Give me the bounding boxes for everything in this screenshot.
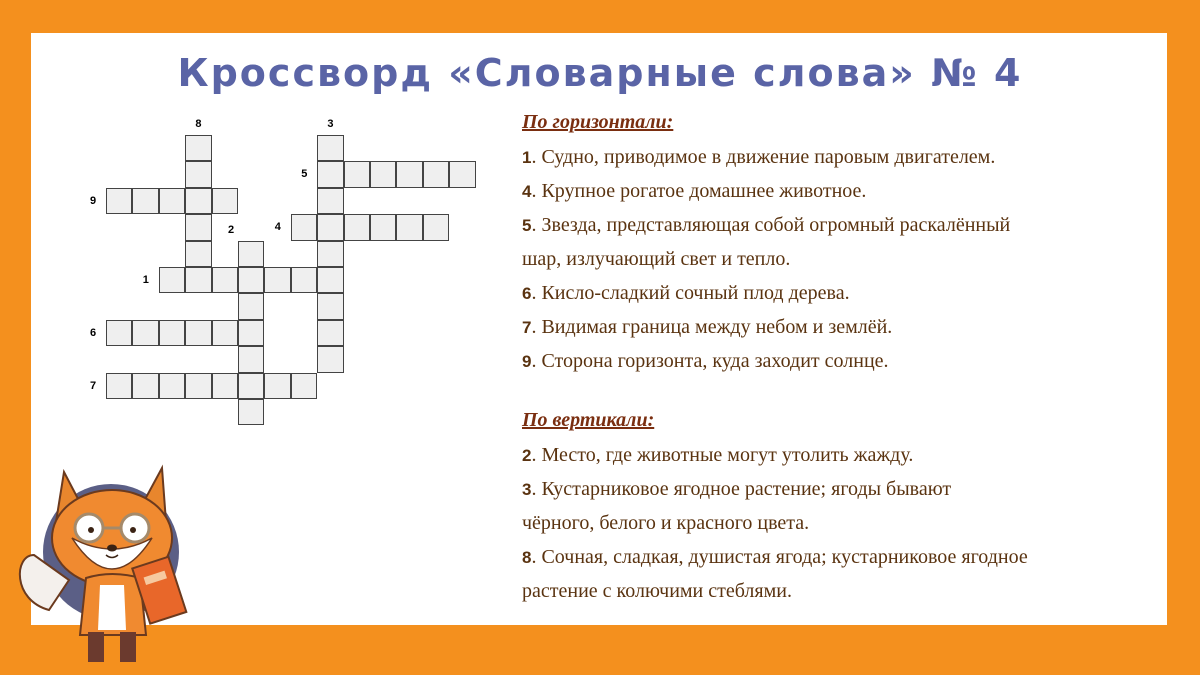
- clue-v2: 2. Место, где животные могут утолить жажду.: [522, 444, 914, 466]
- crossword-cell[interactable]: [159, 188, 185, 214]
- crossword-cell[interactable]: [370, 214, 396, 240]
- crossword-cell[interactable]: [396, 161, 422, 187]
- clue-h5: 5. Звезда, представляющая собой огромный раскалённый: [522, 214, 1011, 236]
- crossword-cell[interactable]: [317, 267, 343, 293]
- crossword-cell[interactable]: [238, 373, 264, 399]
- crossword-cell[interactable]: [238, 399, 264, 425]
- crossword-cell[interactable]: [238, 241, 264, 267]
- crossword-cell[interactable]: [317, 188, 343, 214]
- clue-v3: 3. Кустарниковое ягодное растение; ягоды бывают: [522, 478, 952, 500]
- crossword-cell[interactable]: [370, 161, 396, 187]
- page-title: Кроссворд «Словарные слова» № 4: [177, 51, 1023, 95]
- clue-h4: 4. Крупное рогатое домашнее животное.: [522, 180, 867, 202]
- crossword-number: 2: [228, 223, 235, 236]
- crossword-cell[interactable]: [238, 346, 264, 372]
- horizontal-heading: По горизонтали:: [522, 111, 674, 133]
- clues-panel: [522, 108, 1172, 608]
- crossword-cell[interactable]: [264, 267, 290, 293]
- clue-v8-continued: растение с колючими стеблями.: [522, 580, 792, 602]
- crossword-grid: [0, 0, 500, 460]
- crossword-cell[interactable]: [344, 214, 370, 240]
- crossword-cell[interactable]: [212, 267, 238, 293]
- crossword-cell[interactable]: [106, 320, 132, 346]
- crossword-number: 8: [195, 118, 202, 130]
- crossword-cell[interactable]: [317, 346, 343, 372]
- crossword-cell[interactable]: [185, 267, 211, 293]
- crossword-number: 9: [90, 194, 97, 207]
- clue-v3-continued: чёрного, белого и красного цвета.: [522, 512, 810, 534]
- crossword-cell[interactable]: [159, 320, 185, 346]
- crossword-cell[interactable]: [132, 373, 158, 399]
- crossword-cell[interactable]: [185, 320, 211, 346]
- vertical-heading: По вертикали:: [522, 409, 655, 431]
- crossword-cell[interactable]: [132, 188, 158, 214]
- crossword-cell[interactable]: [291, 267, 317, 293]
- crossword-cell[interactable]: [423, 214, 449, 240]
- clue-h7: 7. Видимая граница между небом и землёй.: [522, 316, 893, 338]
- crossword-cell[interactable]: [106, 188, 132, 214]
- clue-h1: 1. Судно, приводимое в движение паровым двигателем.: [522, 146, 996, 168]
- crossword-cell[interactable]: [212, 373, 238, 399]
- crossword-cell[interactable]: [185, 241, 211, 267]
- crossword-cell[interactable]: [212, 320, 238, 346]
- crossword-cell[interactable]: [185, 373, 211, 399]
- clue-v8: 8. Сочная, сладкая, душистая ягода; кустарниковое ягодное: [522, 546, 1028, 568]
- crossword-number: 3: [327, 118, 334, 130]
- crossword-cell[interactable]: [317, 293, 343, 319]
- crossword-cell[interactable]: [238, 293, 264, 319]
- crossword-cell[interactable]: [185, 214, 211, 240]
- crossword-cell[interactable]: [317, 214, 343, 240]
- crossword-cell[interactable]: [132, 320, 158, 346]
- crossword-cell[interactable]: [317, 320, 343, 346]
- crossword-cell[interactable]: [185, 135, 211, 161]
- fox-with-book-icon: [14, 460, 204, 675]
- crossword-cell[interactable]: [106, 373, 132, 399]
- clue-h6: 6. Кисло-сладкий сочный плод дерева.: [522, 282, 850, 304]
- crossword-cell[interactable]: [238, 320, 264, 346]
- crossword-cell[interactable]: [238, 267, 264, 293]
- crossword-cell[interactable]: [212, 188, 238, 214]
- crossword-cell[interactable]: [317, 241, 343, 267]
- crossword-cell[interactable]: [317, 161, 343, 187]
- clue-h9: 9. Сторона горизонта, куда заходит солнце.: [522, 350, 889, 372]
- crossword-cell[interactable]: [317, 135, 343, 161]
- crossword-cell[interactable]: [344, 161, 370, 187]
- crossword-cell[interactable]: [291, 214, 317, 240]
- crossword-number: 6: [90, 326, 97, 339]
- crossword-cell[interactable]: [185, 188, 211, 214]
- crossword-cell[interactable]: [159, 373, 185, 399]
- clue-h5-continued: шар, излучающий свет и тепло.: [522, 248, 791, 270]
- crossword-number: 5: [301, 168, 308, 181]
- crossword-number: 1: [142, 274, 149, 286]
- crossword-number: 4: [274, 221, 281, 234]
- crossword-cell[interactable]: [449, 161, 475, 187]
- crossword-cell[interactable]: [185, 161, 211, 187]
- crossword-cell[interactable]: [291, 373, 317, 399]
- crossword-cell[interactable]: [159, 267, 185, 293]
- crossword-cell[interactable]: [423, 161, 449, 187]
- crossword-cell[interactable]: [264, 373, 290, 399]
- crossword-number: 7: [90, 379, 97, 392]
- crossword-cell[interactable]: [396, 214, 422, 240]
